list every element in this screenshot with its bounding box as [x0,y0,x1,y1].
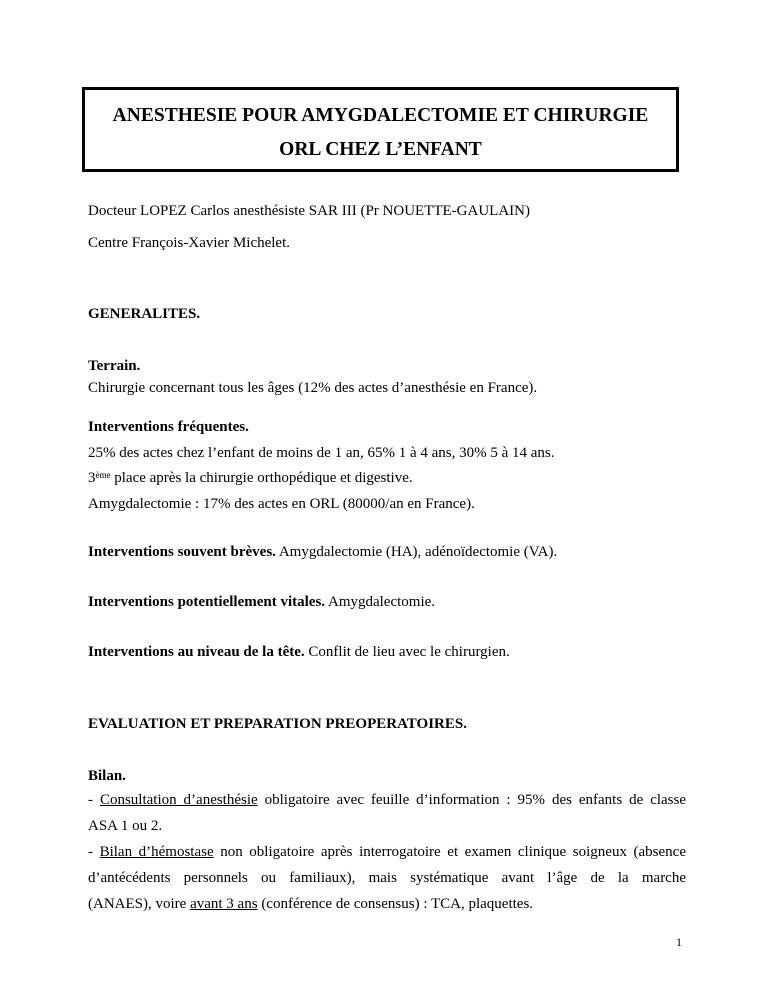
item-1-dash: - [88,792,100,808]
item-1-rest: obligatoire avec feuille d’information : 95% des enfants de classe [257,792,687,808]
tete-text: Conflit de lieu avec le chirurgien. [304,644,510,660]
title-line-1: ANESTHESIE POUR AMYGDALECTOMIE ET CHIRURGIE [112,105,649,126]
frequentes-line-3: Amygdalectomie : 17% des actes en ORL (80000/an en France). [88,496,475,512]
institution-line: Centre François-Xavier Michelet. [88,235,291,251]
terrain-text: Chirurgie concernant tous les âges (12% des actes d’anesthésie en France). [88,380,538,396]
frequentes-rank-suffix: ème [95,470,111,480]
bilan-item-1-line-1 [88,790,686,810]
bilan-item-1-line-2: ASA 1 ou 2. [88,818,163,834]
paragraph-tete [88,642,510,662]
subheading-vitales: Interventions potentiellement vitales. [88,594,326,610]
author-line: Docteur LOPEZ Carlos anesthésiste SAR III (Pr NOUETTE-GAULAIN) [88,203,530,219]
bilan-item-2-line-1 [88,842,686,862]
item-2-line-3-underlined: avant 3 ans [190,896,258,912]
subheading-breves: Interventions souvent brèves. [88,544,276,560]
subheading-tete: Interventions au niveau de la tête. [88,644,305,660]
frequentes-line-1: 25% des actes chez l’enfant de moins de 1 an, 65% 1 à 4 ans, 30% 5 à 14 ans. [88,445,555,461]
title-line-2: ORL CHEZ L’ENFANT [279,139,482,160]
bilan-item-2-line-3 [88,894,533,914]
frequentes-rank: 3 [88,470,96,486]
subheading-terrain: Terrain. [88,358,141,374]
vitales-text: Amygdalectomie. [325,594,436,610]
item-2-line-3-b: (conférence de consensus) : TCA, plaquettes. [257,896,534,912]
item-2-rest: non obligatoire après interrogatoire et examen clinique soigneux (absence [213,844,686,860]
frequentes-line-2 [88,468,413,488]
breves-text: Amygdalectomie (HA), adénoïdectomie (VA). [275,544,558,560]
item-1-underlined: Consultation d’anesthésie [99,792,258,808]
paragraph-breves [88,542,557,562]
bilan-item-2-line-2: d’antécédents personnels ou familiaux), mais systématique avant l’âge de la marche [88,870,686,886]
item-2-line-3-a: (ANAES), voire [88,896,191,912]
item-2-underlined: Bilan d’hémostase [99,844,214,860]
section-heading-generalites: GENERALITES. [88,306,201,322]
frequentes-line-2-rest: place après la chirurgie orthopédique et digestive. [110,470,413,486]
section-heading-evaluation: EVALUATION ET PREPARATION PREOPERATOIRES. [88,716,467,732]
subheading-bilan: Bilan. [88,768,126,784]
subheading-interventions-frequentes: Interventions fréquentes. [88,419,249,435]
paragraph-vitales [88,592,435,612]
title-box [82,87,679,172]
item-2-dash: - [88,844,100,860]
page-number: 1 [676,935,682,949]
